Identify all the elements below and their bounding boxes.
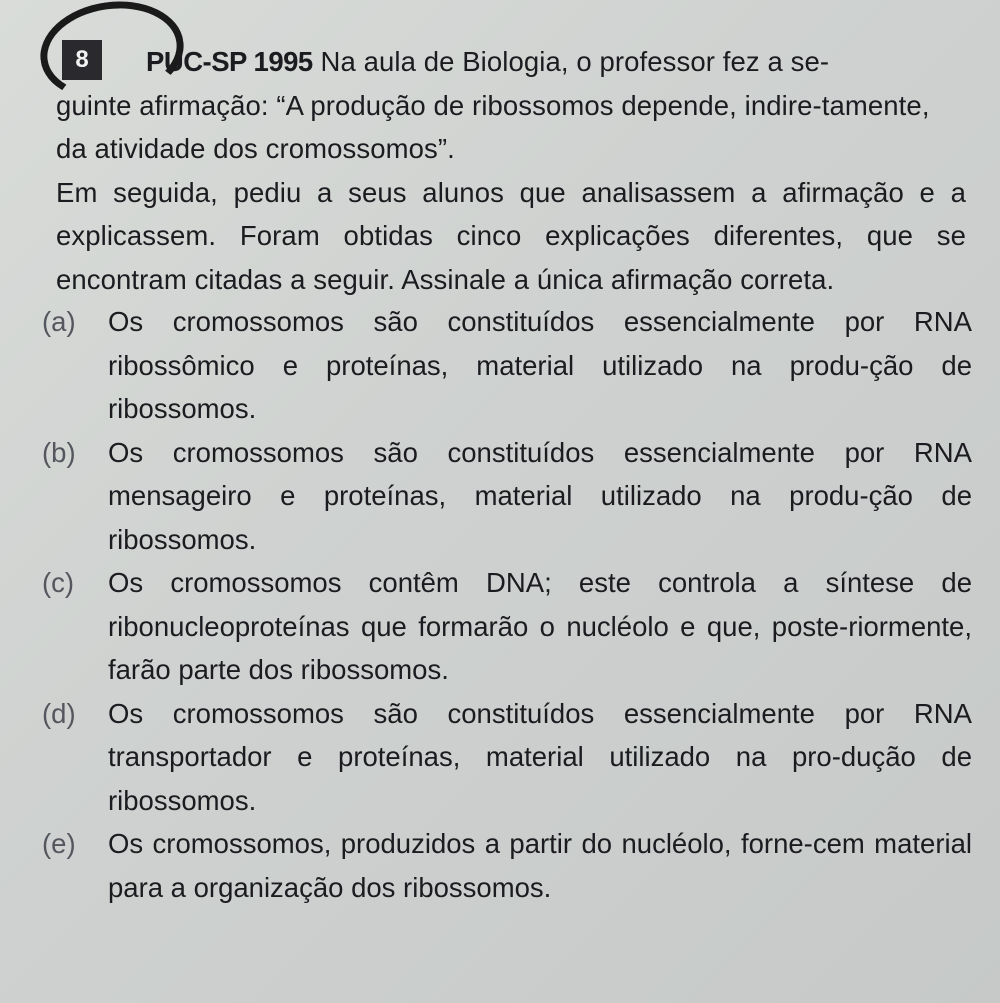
option-letter: (b) <box>42 436 76 468</box>
question-source: PUC-SP 1995 <box>146 46 313 77</box>
option-text: Os cromossomos são constituídos essencialmente por RNA mensageiro e proteínas, material utilizado na produ-ção de ribossomos. <box>108 436 972 555</box>
option-letter: (c) <box>42 567 75 598</box>
option-a[interactable] <box>42 300 972 431</box>
option-letter: (d) <box>42 697 76 729</box>
option-b[interactable] <box>42 431 972 562</box>
question-stem <box>56 40 966 301</box>
option-text: Os cromossomos, produzidos a partir do nucléolo, forne-cem material para a organização dos ribossomos. <box>108 828 972 903</box>
option-text: Os cromossomos são constituídos essencialmente por RNA ribossômico e proteínas, material utilizado na produ-ção de ribossomos. <box>108 306 972 424</box>
option-d[interactable] <box>42 692 972 823</box>
option-letter: (a) <box>42 306 76 337</box>
stem-paragraph-1 <box>56 40 966 171</box>
option-text: Os cromossomos são constituídos essencialmente por RNA transportador e proteínas, material utilizado na pro-dução de ribossomos. <box>108 697 972 816</box>
option-letter: (e) <box>42 828 76 859</box>
answer-options <box>42 300 972 909</box>
question-number-badge: 8 <box>62 40 102 80</box>
stem-first-line: Na aula de Biologia, o professor fez a se- <box>320 46 830 77</box>
option-e[interactable] <box>42 822 972 909</box>
stem-rest: guinte afirmação: “A produção de ribossomos depende, indire-tamente, da atividade dos cromossomos”. <box>56 89 930 164</box>
stem-paragraph-2: Em seguida, pediu a seus alunos que analisassem a afirmação e a explicassem. Foram obtidas cinco explicações diferentes, que se encontram citadas a seguir. Assinale a única afirmação correta. <box>56 176 966 295</box>
option-c[interactable] <box>42 561 972 692</box>
option-text: Os cromossomos contêm DNA; este controla a síntese de ribonucleoproteínas que formarão o nucléolo e que, poste-riormente, farão parte dos ribossomos. <box>108 567 972 685</box>
